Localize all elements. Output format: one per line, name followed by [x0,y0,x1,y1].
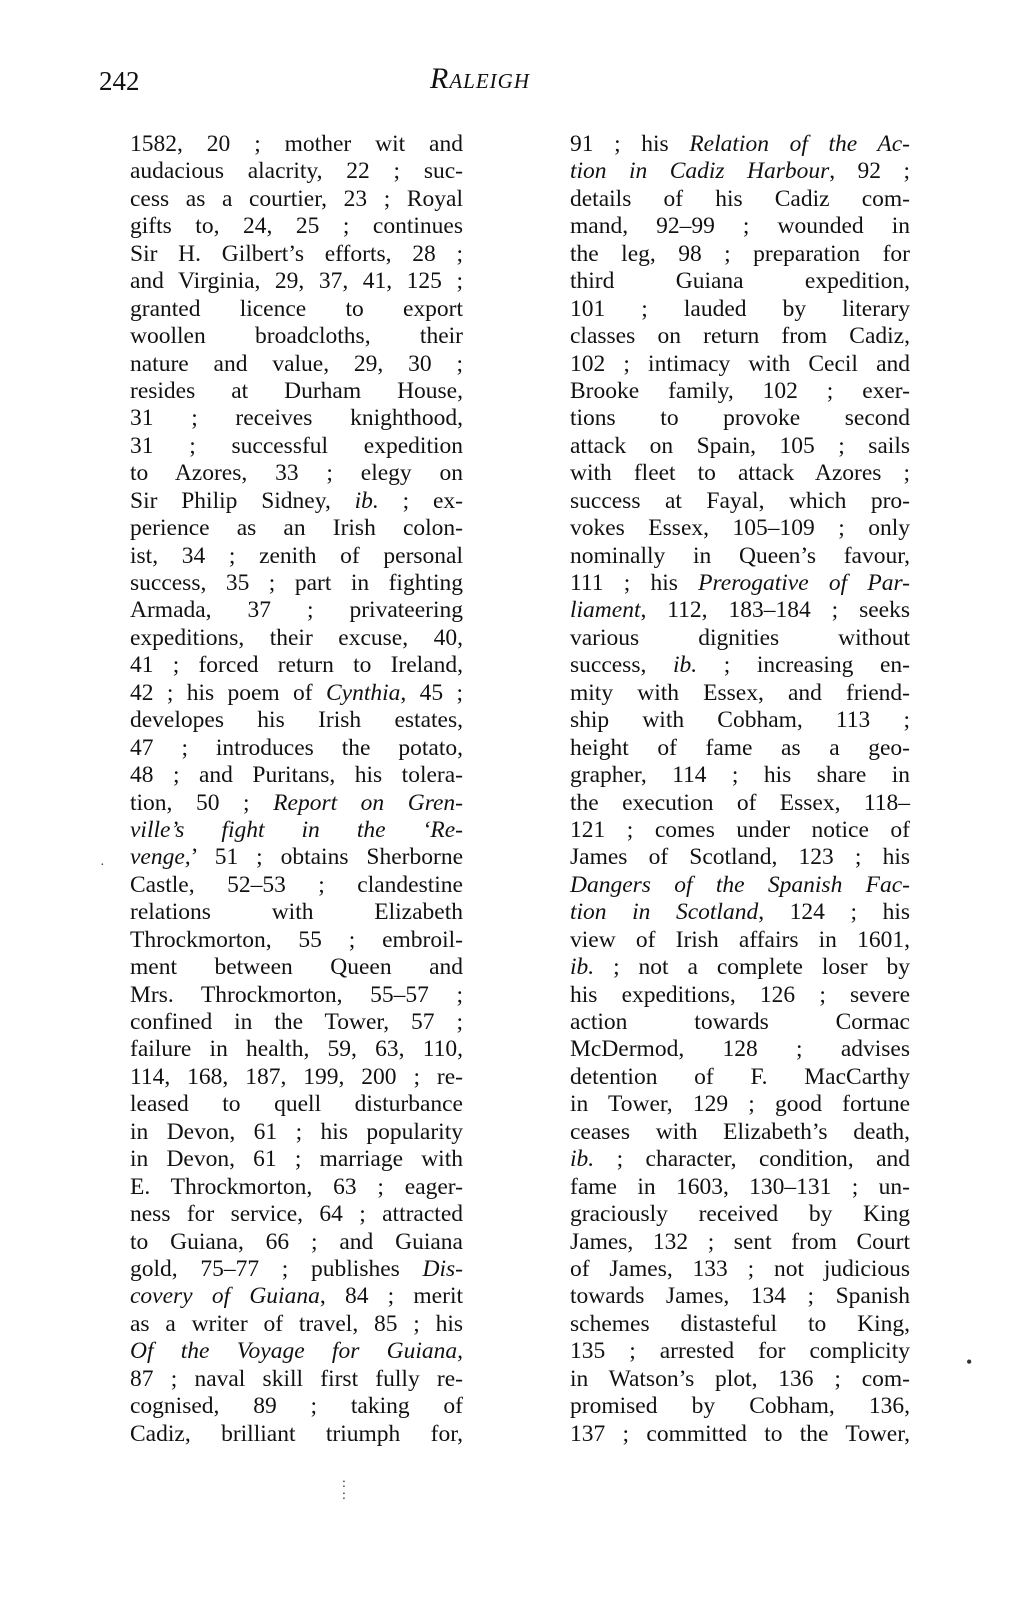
italic-title-text: covery of Guiana [130,1283,320,1310]
index-line [570,1201,910,1228]
italic-title-text: tion in Scotland [570,899,759,926]
index-line [130,1366,463,1393]
scan-speck: • [966,1352,973,1372]
index-text: and Virginia, 29, 37, 41, 125 ; [130,268,463,295]
index-line [570,1393,910,1420]
index-line [130,1091,463,1118]
index-text: 31 ; receives knighthood, [130,405,463,432]
index-text: Brooke family, 102 ; exer- [570,377,910,404]
index-text: , 112, 183–184 ; seeks [640,597,910,624]
index-line [130,1283,463,1310]
index-line [130,1036,463,1063]
index-text: to Azores, 33 ; elegy on [130,460,463,487]
index-text: 1582, 20 ; mother wit and [130,131,463,157]
italic-title-text: Cynthia [325,679,401,706]
index-text: view of Irish affairs in 1601, [570,926,910,953]
index-text: 111 ; his [570,570,699,596]
index-line [570,1146,910,1173]
index-line [130,1311,463,1338]
index-text: 101 ; lauded by literary [570,295,910,322]
index-line [570,351,910,378]
index-text: Throckmorton, 55 ; embroil- [130,926,463,953]
index-line [130,790,463,817]
index-text: Castle, 52–53 ; clandestine [130,871,463,898]
index-text: classes on return from Cadiz, [570,323,910,350]
index-line [130,735,463,762]
index-text: ; ex- [378,487,463,514]
index-text: 87 ; naval skill first fully re- [130,1365,463,1392]
scan-speck: · [100,858,105,873]
index-line [130,296,463,323]
index-text: towards James, 134 ; Spanish [570,1283,910,1310]
index-text: resides at Durham House, [130,377,463,404]
index-line [130,351,463,378]
running-head: Raleigh [430,62,530,95]
index-text: Armada, 37 ; privateering [130,597,463,624]
index-line [130,954,463,981]
index-text: action towards Cormac [570,1009,910,1035]
index-line [570,1091,910,1118]
index-text: mand, 92–99 ; wounded in [570,213,910,240]
index-text: to Guiana, 66 ; and Guiana [130,1228,463,1255]
index-text: woollen broadcloths, their [130,323,463,350]
index-line [130,817,463,844]
index-text: ment between Queen and [130,954,463,981]
index-line [130,158,463,185]
index-line [130,1421,463,1448]
index-line [130,570,463,597]
index-line [570,790,910,817]
index-text: McDermod, 128 ; advises [570,1036,910,1063]
index-line [130,543,463,570]
index-text: cognised, 89 ; taking of [130,1393,463,1420]
index-text: , 92 ; [829,158,910,185]
index-line [570,1311,910,1338]
page-number: 242 [99,66,140,96]
index-line [570,1283,910,1310]
index-line [130,433,463,460]
index-text: ist, 34 ; zenith of personal [130,542,463,569]
index-line [570,1174,910,1201]
index-text: perience as an Irish colon- [130,515,463,542]
index-text: attack on Spain, 105 ; sails [570,432,910,459]
index-text: his expeditions, 126 ; severe [570,981,910,1008]
italic-title-text: liament [570,597,641,624]
index-line [570,735,910,762]
italic-title-text: Report on Gren- [273,789,463,816]
index-line [130,872,463,899]
index-line [130,241,463,268]
index-line [570,378,910,405]
index-line [570,131,910,158]
index-text: leased to quell disturbance [130,1091,463,1118]
index-text: in Devon, 61 ; marriage with [130,1146,463,1173]
index-line [570,488,910,515]
index-line [570,872,910,899]
index-text: 47 ; introduces the potato, [130,734,463,761]
index-text: 91 ; his [570,131,690,157]
index-text: as a writer of travel, 85 ; his [130,1310,463,1337]
index-text: success, 35 ; part in fighting [130,570,463,596]
index-text: in Devon, 61 ; his popularity [130,1118,463,1145]
index-text: Mrs. Throckmorton, 55–57 ; [130,981,463,1008]
index-line [130,1146,463,1173]
index-line [570,1366,910,1393]
index-text: 31 ; successful expedition [130,432,463,459]
index-line [130,1119,463,1146]
index-text: ’ 51 ; obtains Sherborne [190,844,463,871]
index-text: tion, 50 ; [130,789,274,816]
index-text: detention of F. MacCarthy [570,1063,910,1090]
index-text: schemes distasteful to King, [570,1310,910,1337]
index-line [130,899,463,926]
index-column-right [570,131,910,1448]
italic-title-text: Dangers of the Spanish Fac- [570,871,910,898]
italic-title-text: ib. [570,954,595,981]
index-line [570,762,910,789]
index-line [570,982,910,1009]
index-line [130,1009,463,1036]
index-line [570,460,910,487]
index-line [570,186,910,213]
index-text: mity with Essex, and friend- [570,679,910,706]
index-text: cess as a courtier, 23 ; Royal [130,185,463,212]
index-text: Sir H. Gilbert’s efforts, 28 ; [130,240,463,267]
index-text: granted licence to export [130,295,463,322]
italic-title-text: venge, [130,844,191,871]
index-text: 41 ; forced return to Ireland, [130,652,463,679]
index-text: 137 ; committed to the Tower, [570,1420,910,1447]
index-line [130,460,463,487]
index-line [570,515,910,542]
index-line [570,954,910,981]
index-line [570,268,910,295]
index-text: 102 ; intimacy with Cecil and [570,350,910,377]
index-line [570,625,910,652]
index-line [130,268,463,295]
index-line [570,1338,910,1365]
index-line [570,652,910,679]
index-line [130,186,463,213]
index-line [570,1421,910,1448]
index-text: Sir Philip Sidney, [130,487,355,514]
index-line [570,1009,910,1036]
index-text: 121 ; comes under notice of [570,816,910,843]
index-line [130,652,463,679]
index-line [130,680,463,707]
index-line [570,1256,910,1283]
index-text: promised by Cobham, 136, [570,1393,910,1420]
index-text: , 45 ; [400,679,463,706]
index-text: grapher, 114 ; his share in [570,762,910,789]
index-text: ; increasing en- [697,652,910,679]
index-line [130,1229,463,1256]
index-text: graciously received by King [570,1201,910,1228]
index-text: 114, 168, 187, 199, 200 ; re- [130,1063,463,1090]
index-line [130,1338,463,1365]
italic-title-text: ib. [570,1146,595,1173]
index-text: third Guiana expedition, [570,268,910,295]
index-line [130,1393,463,1420]
scan-speck: : : [342,1476,346,1503]
index-line [130,982,463,1009]
index-line [570,844,910,871]
index-line [570,707,910,734]
italic-title-text: Relation of the Ac- [689,131,910,157]
index-text: success, [570,652,673,679]
index-line [570,1229,910,1256]
index-line [130,1256,463,1283]
index-line [570,296,910,323]
index-line [130,323,463,350]
index-line [570,680,910,707]
index-text: ; not a complete loser by [594,954,910,981]
index-text: Cadiz, brilliant triumph for, [130,1420,463,1447]
index-line [570,899,910,926]
index-text: James, 132 ; sent from Court [570,1228,910,1255]
index-line [570,570,910,597]
index-line [130,1174,463,1201]
index-line [570,817,910,844]
index-text: 42 ; his poem of [130,679,326,706]
index-text: various dignities without [570,624,910,651]
index-line [130,625,463,652]
index-text: success at Fayal, which pro- [570,487,910,514]
italic-title-text: ib. [672,652,698,679]
index-text: ness for service, 64 ; attracted [130,1201,463,1228]
index-column-left [130,131,463,1448]
index-line [130,488,463,515]
index-line [570,323,910,350]
index-line [570,241,910,268]
index-text: gifts to, 24, 25 ; continues [130,213,463,240]
index-text: of James, 133 ; not judicious [570,1255,910,1282]
index-line [130,597,463,624]
index-line [570,433,910,460]
index-text: 135 ; arrested for complicity [570,1338,910,1365]
index-line [130,1064,463,1091]
index-text: confined in the Tower, 57 ; [130,1009,463,1035]
index-text: ceases with Elizabeth’s death, [570,1118,910,1145]
index-text: in Watson’s plot, 136 ; com- [570,1365,910,1392]
index-text: in Tower, 129 ; good fortune [570,1091,910,1118]
index-line [570,213,910,240]
index-line [570,1036,910,1063]
index-line [130,707,463,734]
index-text: failure in health, 59, 63, 110, [130,1036,463,1063]
index-text: relations with Elizabeth [130,899,463,926]
index-text: audacious alacrity, 22 ; suc- [130,158,463,185]
italic-title-text: Prerogative of Par- [698,570,910,596]
index-text: ship with Cobham, 113 ; [570,707,910,734]
index-text: vokes Essex, 105–109 ; only [570,515,910,542]
index-line [570,158,910,185]
index-line [570,405,910,432]
italic-title-text: Dis- [422,1255,463,1282]
index-line [130,405,463,432]
index-text: 48 ; and Puritans, his tolera- [130,762,463,789]
italic-title-text: Of the Voyage for Guiana, [130,1338,463,1365]
index-line [570,1064,910,1091]
index-text: developes his Irish estates, [130,707,463,734]
index-line [570,597,910,624]
italic-title-text: ib. [354,487,379,514]
index-line [130,927,463,954]
index-line [130,378,463,405]
index-text: the leg, 98 ; preparation for [570,240,910,267]
index-text: nominally in Queen’s favour, [570,542,910,569]
index-line [570,1119,910,1146]
index-line [130,515,463,542]
index-text: ; character, condition, and [594,1146,910,1173]
index-text: E. Throckmorton, 63 ; eager- [130,1173,463,1200]
index-line [130,762,463,789]
index-text: nature and value, 29, 30 ; [130,350,463,377]
index-text: the execution of Essex, 118– [570,789,910,816]
index-text: details of his Cadiz com- [570,185,910,212]
index-line [570,543,910,570]
index-text: expeditions, their excuse, 40, [130,624,463,651]
index-text: with fleet to attack Azores ; [570,460,910,487]
index-text: tions to provoke second [570,405,910,432]
italic-title-text: tion in Cadiz Harbour [570,158,830,185]
italic-title-text: ville’s fight in the ‘Re- [130,816,463,843]
index-text: gold, 75–77 ; publishes [130,1255,423,1282]
index-text: James of Scotland, 123 ; his [570,844,910,871]
index-line [130,844,463,871]
index-line [130,131,463,158]
index-text: fame in 1603, 130–131 ; un- [570,1173,910,1200]
index-line [130,1201,463,1228]
index-text: , 84 ; merit [319,1283,463,1310]
index-text: height of fame as a geo- [570,734,910,761]
index-line [570,927,910,954]
index-line [130,213,463,240]
index-text: , 124 ; his [758,899,910,926]
